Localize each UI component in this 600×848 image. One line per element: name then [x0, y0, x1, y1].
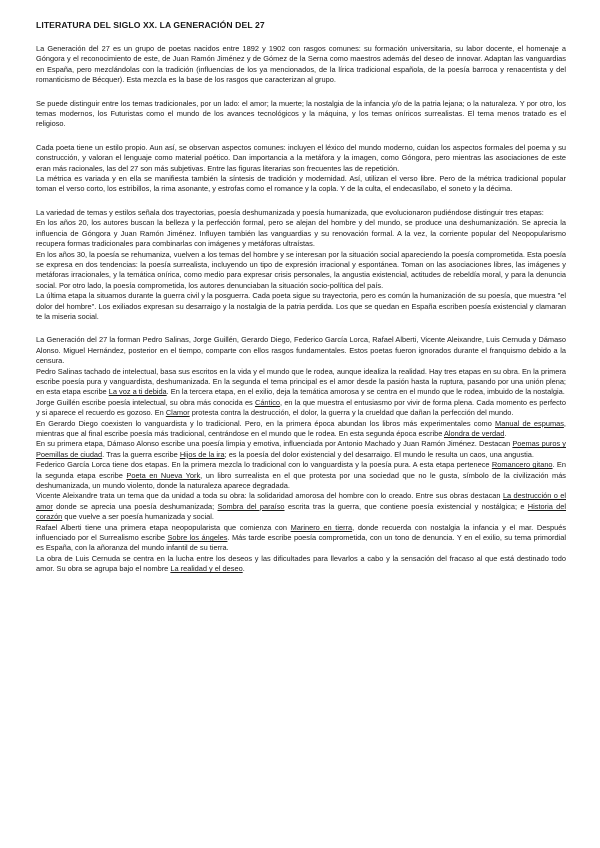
cernuda-text: La obra de Luis Cernuda se centra en la lucha entre los deseos y las dificultades para llevarlos a cabo y la sensación del fracaso al que está destinado todo amor. Su obra se agrupa bajo el nombre [36, 553, 566, 574]
aleixandre-text-mid: donde se aprecia una poesía deshumanizada; [56, 501, 215, 511]
work-title: La destrucción o el amor [36, 491, 566, 511]
alonso-paragraph [36, 439, 566, 460]
lorca-text: Federico García Lorca tiene dos etapas. En la primera mezcla lo tradicional con lo vanguardista y la poesía pura. A esta etapa pertenece [36, 460, 490, 470]
stage-war-paragraph: La última etapa la situamos durante la guerra civil y la posguerra. Cada poeta sigue su trayectoria, pero es común la humanización de su poesía, que muestra "el dolor del hombre". Los exiliados expresan su desarraigo y la nostalgia de la patria perdida. Los que se quedan en España escriben poesía existencial y clamaran te la miseria social. [36, 291, 566, 321]
document-title: LITERATURA DEL SIGLO XX. LA GENERACIÓN DEL 27 [36, 20, 265, 30]
work-title: La realidad y el deseo [170, 564, 243, 574]
work-title: Poeta en Nueva York [126, 470, 201, 480]
lorca-text-end: , un libro surrealista en el que protesta por una sociedad que no le gusta, símbolo de la civilización más deshumanizada, un mundo violento, donde la naturaleza aparece degradada. [36, 470, 566, 491]
work-title: Cántico [254, 397, 281, 407]
work-title: La voz a ti debida [108, 387, 167, 397]
salinas-paragraph [36, 367, 566, 398]
work-title: Poemas puros y Poemillas de ciudad [36, 439, 566, 459]
cernuda-text-end: . [242, 564, 245, 574]
salinas-text: Pedro Salinas tachado de intelectual, basa sus escritos en la vida y el mundo que le rodea, aunque idealiza la realidad. Hay tres etapas en su obra. En la primera escribe poesía pura y vanguardista, deshumanizada. En la segunda el tema principal es el amor desde la pasión hasta la ruptura, pasando por una unión plena; en esta etapa escribe [36, 366, 566, 397]
work-title: Sobre los ángeles [167, 533, 228, 543]
guillen-text-mid: , en la que muestra el entusiasmo por vivir de forma plena. Cada momento es perfecto y si aparece el recuerdo es gozoso. En [36, 397, 566, 418]
document-page [36, 20, 566, 575]
trajectories-intro: La variedad de temas y estilos señala dos trayectorias, poesía deshumanizada y poesía humanizada, que evolucionaron pudiéndose distinguir tres etapas: [36, 207, 544, 217]
salinas-text-end: . En la tercera etapa, en el exilio, deja la temática amorosa y se centra en el mundo que le rodea, imbuido de la nostalgia. [166, 387, 565, 397]
alonso-text-mid: . Tras la guerra escribe [102, 449, 178, 459]
aleixandre-paragraph [36, 491, 566, 522]
work-title: Sombra del paraíso [217, 501, 285, 511]
alonso-text: En su primera etapa, Dámaso Alonso escribe una poesía limpia y emotiva, influenciada por Antonio Machado y Juan Ramón Jiménez. Destacan [36, 439, 511, 449]
diego-text-mid: , mientras que al final escribe poesía más tradicional, centrándose en el mundo que le rodea. En esta segunda época escribe [36, 418, 566, 438]
diego-paragraph [36, 419, 566, 440]
work-title: Marinero en tierra [290, 522, 353, 532]
aleixandre-text: Vicente Aleixandre trata un tema que da unidad a toda su obra: la solidaridad amorosa del hombre con lo creado. Entre sus obras destacan [36, 491, 501, 501]
style-paragraph: Cada poeta tiene un estilo propio. Aun así, se observan aspectos comunes: incluyen el léxico del mundo moderno, cuidan los aspectos formales del poema y su construcción, y valoran el lenguaje como material poético. Dan importancia a la metáfora y la imagen, como Góngora, pero mientras las asociaciones de este eran más racionales, las del 27 son más subjetivas. Entre las figuras literarias son frecuentes las de repetición. [36, 142, 566, 173]
work-title: Romancero gitano [491, 460, 553, 470]
work-title: Hijos de la ira [179, 449, 225, 459]
lorca-paragraph [36, 460, 566, 491]
authors-intro: La Generación del 27 la forman Pedro Salinas, Jorge Guillén, Gerardo Diego, Federico García Lorca, Rafael Alberti, Vicente Aleixandre, Luis Cernuda y Dámaso Alonso. Miguel Hernández, posterior en el tiempo, comparte con ellos rasgos fundamentales. Estos poetas fueron ignorados durante el franquismo debido a la censura. [36, 335, 566, 366]
metrics-paragraph: La métrica es variada y en ella se manifiesta también la síntesis de tradición y modernidad. Así, utilizan el verso libre. Pero de la métrica tradicional popular toman el verso corto, los estribillos, la rima asonante, y estrofas como el romance y la copla. Y de la culta, el endecasílabo, el soneto y la décima. [36, 174, 566, 194]
aleixandre-text-end: que vuelve a ser poesía humanizada y social. [64, 512, 214, 522]
diego-text-end: . [504, 429, 507, 438]
alberti-paragraph [36, 523, 566, 554]
guillen-text-end: protesta contra la destrucción, el dolor, la guerra y la crueldad que dañan la perfección del mundo. [191, 408, 514, 418]
lorca-text-mid: . En la segunda etapa escribe [36, 460, 566, 480]
stage-30s-paragraph: En los años 30, la poesía se rehumaniza, vuelven a los temas del hombre y se interesan por la situación social apareciendo la poesía comprometida. Esta poesía se expresa en dos tendencias: la poesía surrealista, incluyendo un tipo de expresión irracional y espontánea. Toman on las asociaciones libres, las imágenes y metáforas irracionales, y la temática onírica, como medio para expresar crisis personales, la angustia existencial, actitudes de rebeldía moral, y para la denuncia social. Por otro lado, la poesía comprometida, los autores denunciaban la situación socio-política del país. [36, 249, 566, 290]
alberti-text-end: . Más tarde escribe poesía comprometida, con un tono de denuncia. Y en el exilio, su tema primordial es España, con la añoranza del mundo infantil de su tierra. [36, 533, 567, 553]
stage-20s-paragraph: En los años 20, los autores buscan la belleza y la perfección formal, pero se alejan del hombre y del mundo, se produce una deshumanización. Se aprecia la influencia de Góngora y Juan Ramón Jiménez. Influyen también las vanguardias y su renovación formal. A la vez, la corriente popular del Neopopularismo recupera formas tradicionales para combinarlas con imágenes y metáforas ultraístas. [36, 218, 566, 249]
aleixandre-text-mid2: escrita tras la guerra, que contiene poesía existencial y nostálgica; e [287, 501, 525, 511]
alonso-text-end: ; es la poesía del dolor existencial y del desarraigo. El mundo le resulta un caos, una angustia. [224, 449, 534, 459]
themes-paragraph: Se puede distinguir entre los temas tradicionales, por un lado: el amor; la muerte; la nostalgia de la infancia y/o de la patria lejana; o la naturaleza. Y por otro, los temas modernos, los Futuristas como el mundo de los avances tecnológicos y la máquina, y los temas oníricos surrealistas. El tema menos tratado es el religioso. [36, 98, 566, 129]
alberti-text-mid: , donde recuerda con nostalgia la infancia y el mar. Después influenciado por el Surrealismo escribe [36, 522, 567, 543]
work-title: Alondra de verdad [443, 429, 505, 438]
work-title: Manual de espumas [495, 418, 564, 428]
alberti-text: Rafael Alberti tiene una primera etapa neopopularista que comienza con [36, 522, 287, 532]
guillen-paragraph [36, 398, 566, 419]
diego-text: En Gerardo Diego coexisten lo vanguardista y lo tradicional. Pero, en la primera época abundan los libros más experimentales como [36, 418, 492, 428]
intro-paragraph: La Generación del 27 es un grupo de poetas nacidos entre 1892 y 1902 con rasgos comunes: su formación universitaria, su labor docente, el homenaje a Góngora y el reconocimiento de este, de Juan Ramón Jiménez y de Gómez de la Serna como maestros además del deseo de innovar. Adaptan las vanguardias en España, pero mezclándolas con la tradición (influencias de los ya mencionados, de la lírica tradicional española, de la poesía barroca y renacentista y del romanticismo de Bécquer). Esta mezcla es la base de los rasgos que caracterizan al grupo. [36, 44, 566, 85]
cernuda-paragraph [36, 554, 566, 575]
work-title: Historia del corazón [36, 501, 567, 522]
work-title: Clamor [165, 408, 190, 418]
guillen-text: Jorge Guillén escribe poesía intelectual, su obra más conocida es [36, 397, 253, 407]
